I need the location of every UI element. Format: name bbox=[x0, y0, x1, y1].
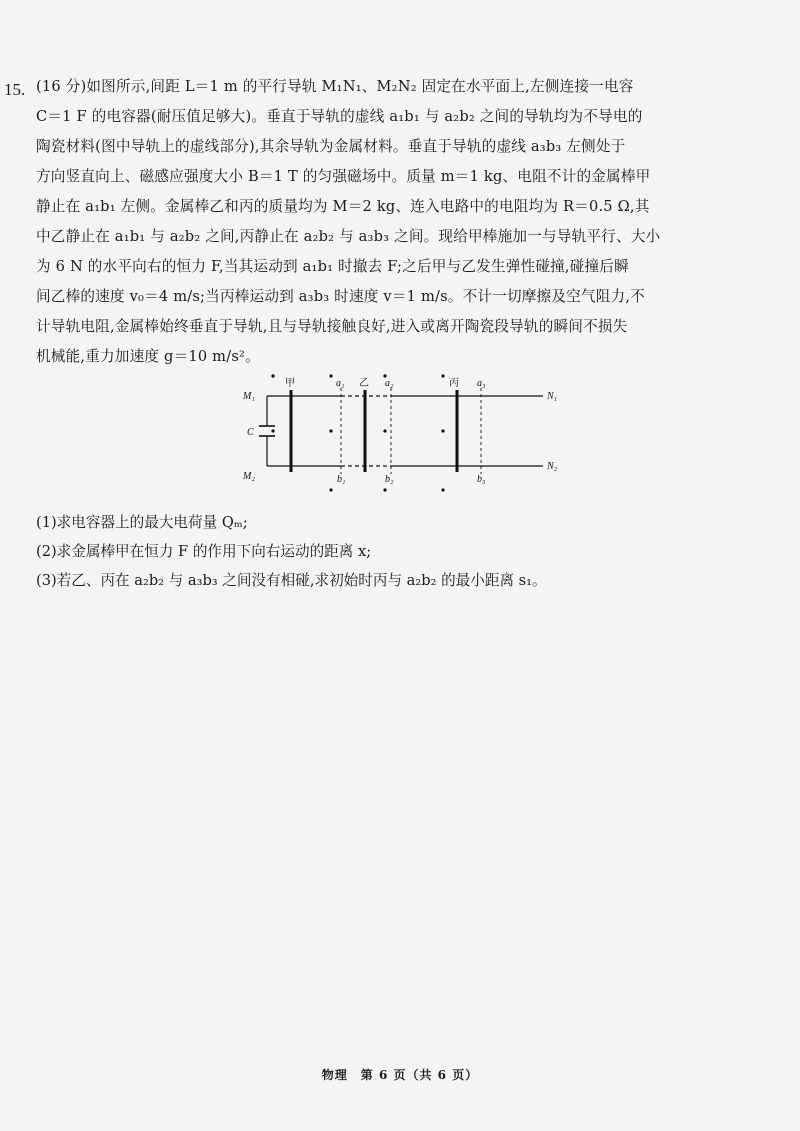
label-jia: 甲 bbox=[285, 378, 295, 389]
problem-line: 方向竖直向上、磁感应强度大小 B＝1 T 的匀强磁场中。质量 m＝1 kg、电阻不计的金属棒甲 bbox=[36, 168, 651, 185]
label-yi: 乙 bbox=[359, 378, 369, 389]
label-N1: N₁ bbox=[547, 391, 558, 402]
field-dot bbox=[271, 429, 274, 432]
label-b2: b₂ bbox=[385, 474, 394, 485]
rail-circuit-diagram bbox=[225, 368, 565, 498]
label-a3: a₃ bbox=[477, 378, 486, 389]
problem-line: 机械能,重力加速度 g＝10 m/s²。 bbox=[36, 348, 260, 365]
sub-question-1: (1)求电容器上的最大电荷量 Qₘ; bbox=[36, 514, 248, 531]
label-M1: M₁ bbox=[243, 391, 255, 402]
magnetic-field-dots bbox=[271, 374, 444, 491]
label-a1: a₁ bbox=[336, 378, 345, 389]
field-dot bbox=[329, 488, 332, 491]
field-dot bbox=[441, 488, 444, 491]
field-dot bbox=[441, 374, 444, 377]
field-dot bbox=[441, 429, 444, 432]
sub-question-2: (2)求金属棒甲在恒力 F 的作用下向右运动的距离 x; bbox=[36, 543, 372, 560]
label-M2: M₂ bbox=[243, 471, 255, 482]
problem-line: 中乙静止在 a₁b₁ 与 a₂b₂ 之间,丙静止在 a₂b₂ 与 a₃b₃ 之间。现给甲棒施加一与导轨平行、大小 bbox=[36, 228, 661, 245]
problem-line-text: 如图所示,间距 L＝1 m 的平行导轨 M₁N₁、M₂N₂ 固定在水平面上,左侧连接一电容 bbox=[86, 78, 634, 95]
label-C: C bbox=[247, 427, 254, 438]
field-dot bbox=[383, 429, 386, 432]
label-b1: b₁ bbox=[337, 474, 346, 485]
problem-line: 为 6 N 的水平向右的恒力 F,当其运动到 a₁b₁ 时撤去 F;之后甲与乙发生弹性碰撞,碰撞后瞬 bbox=[36, 258, 629, 275]
problem-line: 静止在 a₁b₁ 左侧。金属棒乙和丙的质量均为 M＝2 kg、连入电路中的电阻均为 R＝0.5 Ω,其 bbox=[36, 198, 650, 215]
question-number: 15. bbox=[4, 80, 26, 99]
label-N2: N₂ bbox=[547, 461, 558, 472]
sub-questions bbox=[36, 508, 756, 595]
problem-line bbox=[36, 72, 758, 102]
field-dot bbox=[383, 488, 386, 491]
score-label: (16 分) bbox=[36, 78, 87, 95]
label-bing: 丙 bbox=[449, 378, 459, 389]
sub-question-3: (3)若乙、丙在 a₂b₂ 与 a₃b₃ 之间没有相碰,求初始时丙与 a₂b₂ 的最小距离 s₁。 bbox=[36, 572, 547, 589]
field-dot bbox=[329, 374, 332, 377]
problem-line: 陶瓷材料(图中导轨上的虚线部分),其余导轨为金属材料。垂直于导轨的虚线 a₃b₃ 左侧处于 bbox=[36, 138, 626, 155]
problem-statement bbox=[36, 72, 758, 372]
problem-line: 间乙棒的速度 v₀＝4 m/s;当丙棒运动到 a₃b₃ 时速度 v＝1 m/s。不计一切摩擦及空气阻力,不 bbox=[36, 288, 645, 305]
problem-line: 计导轨电阻,金属棒始终垂直于导轨,且与导轨接触良好,进入或离开陶瓷段导轨的瞬间不损失 bbox=[36, 318, 628, 335]
field-dot bbox=[329, 429, 332, 432]
label-b3: b₃ bbox=[477, 474, 486, 485]
page-footer: 物理 第 6 页（共 6 页） bbox=[321, 1068, 479, 1082]
label-a2: a₂ bbox=[385, 378, 394, 389]
problem-line: C＝1 F 的电容器(耐压值足够大)。垂直于导轨的虚线 a₁b₁ 与 a₂b₂ 之间的导轨均为不导电的 bbox=[36, 108, 643, 125]
field-dot bbox=[271, 374, 274, 377]
